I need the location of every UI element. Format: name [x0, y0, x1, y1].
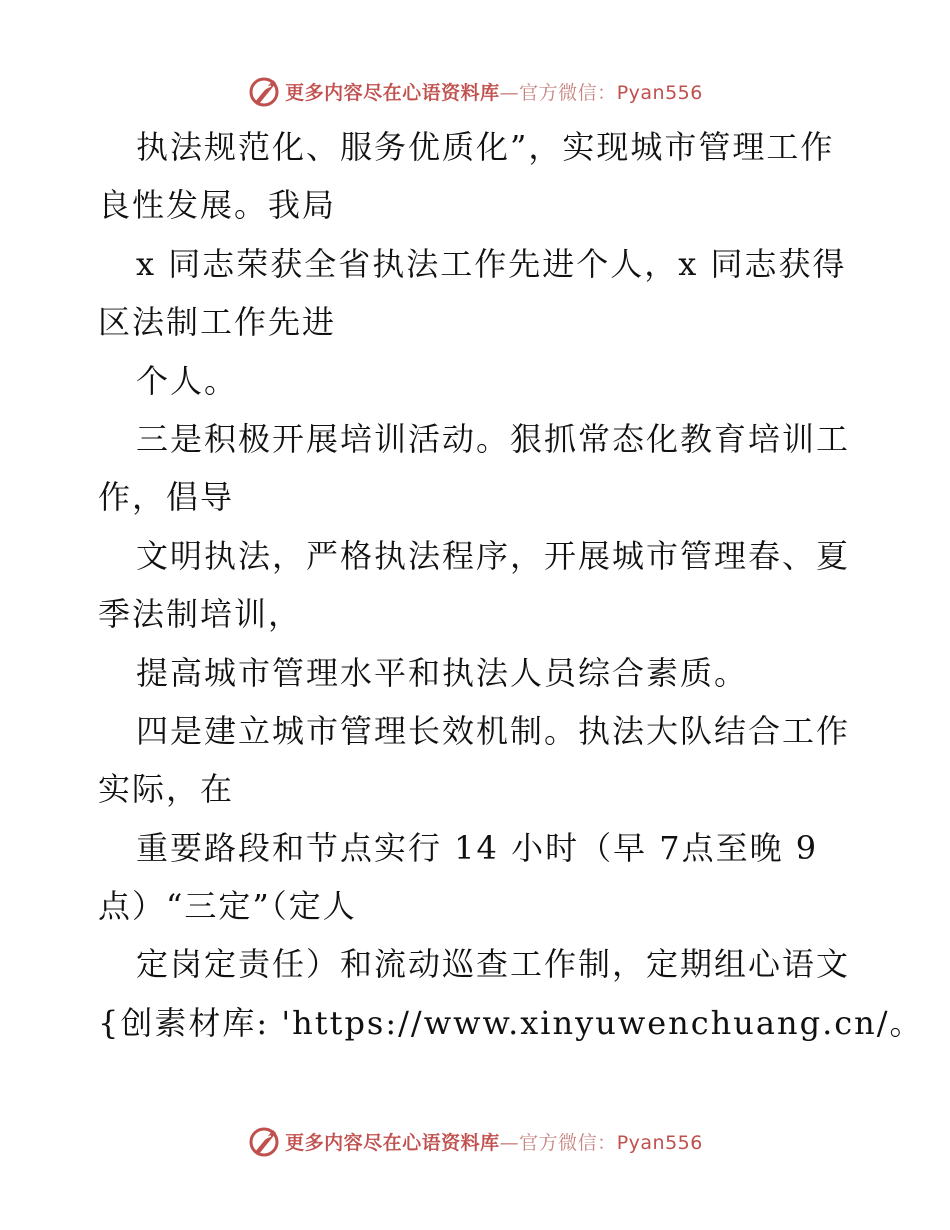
paragraph-line: 文明执法，严格执法程序，开展城市管理春、夏	[136, 536, 851, 575]
paragraph-line: 区法制工作先进	[98, 303, 337, 342]
banner-brand: 更多内容尽在心语资料库	[285, 81, 500, 104]
banner-wechat-id: Pyan556	[616, 1131, 703, 1154]
document-body	[98, 118, 924, 1052]
quill-pen-logo-icon	[247, 74, 281, 108]
paragraph-line: 提高城市管理水平和执法人员综合素质。	[136, 653, 749, 692]
banner-wechat-label: 官方微信：	[519, 1131, 617, 1154]
banner-wechat-id: Pyan556	[616, 81, 703, 104]
paragraph-line: 个人。	[136, 361, 239, 400]
paragraph-line: 作，倡导	[98, 478, 235, 517]
quill-pen-logo-icon	[247, 1124, 281, 1158]
banner-separator: —	[499, 81, 520, 104]
banner-wechat-label: 官方微信：	[519, 81, 617, 104]
paragraph-line: {创素材库: 'https://www.xinyuwenchuang.cn/。	[98, 1003, 924, 1042]
header-banner	[0, 71, 950, 111]
paragraph-line: 重要路段和节点实行 14 小时（早 7点至晚 9	[136, 828, 819, 867]
banner-brand: 更多内容尽在心语资料库	[285, 1131, 500, 1154]
banner-text	[285, 78, 703, 105]
banner-separator: —	[499, 1131, 520, 1154]
paragraph-line: x 同志荣获全省执法工作先进个人，x 同志获得	[136, 244, 847, 283]
paragraph-line: 四是建立城市管理长效机制。执法大队结合工作	[136, 711, 851, 750]
paragraph-line: 三是积极开展培训活动。狠抓常态化教育培训工	[136, 419, 851, 458]
paragraph-line: 执法规范化、服务优质化”，实现城市管理工作	[136, 128, 835, 166]
paragraph-line: 良性发展。我局	[98, 186, 337, 225]
paragraph-line: 实际，在	[98, 770, 235, 809]
footer-banner	[0, 1121, 950, 1161]
paragraph-line: 定岗定责任）和流动巡查工作制，定期组心语文	[136, 945, 851, 984]
paragraph-line: 点）“三定”（定人	[98, 887, 357, 926]
paragraph-line: 季法制培训，	[98, 595, 303, 634]
banner-text	[285, 1128, 703, 1155]
